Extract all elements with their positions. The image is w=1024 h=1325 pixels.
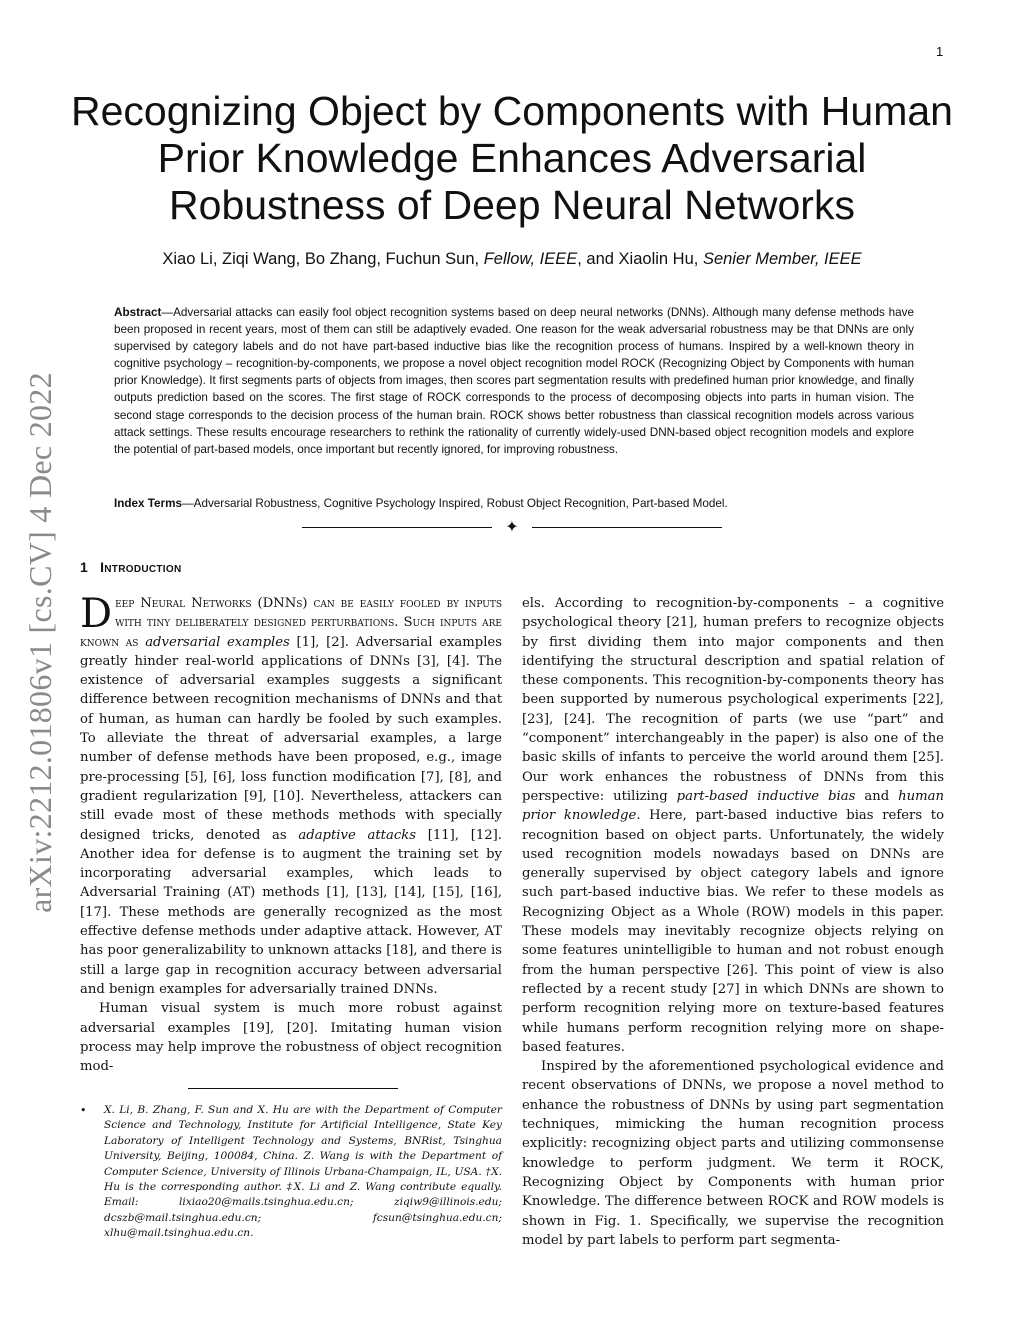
right-column [522,594,944,1250]
emphasis-text: adversarial examples [145,634,290,650]
abstract-label: Abstract [114,306,162,319]
paragraph [80,591,502,999]
index-terms-text: —Adversarial Robustness, Cognitive Psychology Inspired, Robust Object Recognition, Part-based Model. [181,497,728,510]
paragraph [522,594,944,1057]
page-number: 1 [936,44,944,59]
paragraph-text: and [855,788,899,804]
paragraph-text: [11], [12]. Another idea for defense is to augment the training set by incorporating adversarial examples, which leads to Adversarial Training (AT) methods [1], [13], [14], [15], [16], [17]. These methods are generally recognized as the most effective defense methods under adaptive attack. However, AT has poor generalizability to unknown attacks [18], and there is still a large gap in recognition accuracy between adversarial and benign examples for adversarially trained DNNs. [80,827,502,997]
author-names-2: , and Xiaolin Hu, [577,250,699,268]
divider-rule-right [532,527,722,528]
author-line [60,250,964,269]
footnote-rule [188,1088,398,1089]
section-number: 1 [80,559,89,575]
paragraph: Human visual system is much more robust against adversarial examples [19], [20]. Imitating human vision process may help improve the robustness of object recognition mod- [80,1001,502,1075]
emphasis-text: part-based inductive bias [676,788,856,804]
emphasis-text: adaptive attacks [298,827,416,843]
paragraph: Inspired by the aforementioned psychological evidence and recent observations of DNNs, we propose a novel method to enhance the robustness of DNNs by using part segmentation techniques, mimicking the human recognition process explicitly: recognizing object parts and utilizing commonsense knowledge to perform judgment. We term it ROCK, Recognizing Object by Components with human prior Knowledge. The difference between ROCK and ROW models is shown in Fig. 1. Specifically, we supervise the recognition model by part labels to perform part segmenta- [522,1059,944,1248]
author-names: Xiao Li, Ziqi Wang, Bo Zhang, Fuchun Sun, [162,250,480,268]
arxiv-stamp-text: arXiv:2212.01806v1 [cs.CV] 4 Dec 2022 [21,372,58,913]
section-divider [302,518,722,538]
drop-cap: D [80,591,113,637]
paragraph-text: eep Neural Networks (DNNs) can be easily fooled by inputs with tiny deliberately designed perturbations. Such inputs are known as [80,596,502,650]
emphasis-text: human prior knowledge [522,788,944,824]
abstract [114,304,914,458]
paragraph-text: [1], [2]. Adversarial examples greatly hinder real-world applications of DNNs [3], [4]. The existence of adversarial examples suggests a significant difference between recognition mechanisms of DNNs and that of human, as human can hardly be fooled by such examples. To alleviate the threat of adversarial examples, a large number of defense methods have been proposed, e.g., image pre-processing [5], [6], loss function modification [7], [8], and gradient regularization [9], [10]. Nevertheless, attackers can still evade most of these methods methods with specially designed tricks, denoted as [80,634,502,843]
index-terms-label: Index Terms [114,497,182,510]
divider-rule-left [302,527,492,528]
paragraph-text: . Here, part-based inductive bias refers to recognition based on object parts. Unfortunately, the widely used recognition models nowadays based on DNNs are generally supervised by object category labels and ignore such part-based inductive bias. We refer to these models as Recognizing Object as a Whole (ROW) models in this paper. These models may inevitably recognize objects relying on some features unintelligible to human and not robust enough from the human perspective [26]. This point of view is also reflected by a recent study [27] in which DNNs are shown to perform recognition relying more on texture-based features while humans perform recognition relying more on shape-based features. [522,808,945,1055]
footnote [80,1103,502,1242]
footnote-text: X. Li, B. Zhang, F. Sun and X. Hu are with the Department of Computer Science and Technology, Institute for Artificial Intelligence, State Key Laboratory of Intelligent Technology and Systems, BNRist, Tsinghua University, Beijing, 100084, China. Z. Wang is with the Department of Computer Science, University of Illinois Urbana-Champaign, IL, USA. †X. Hu is the corresponding author. ‡X. Li and Z. Wang contribute equally. Email: lixiao20@mails.tsinghua.edu.cn; ziqiw9@illinois.edu; dcszb@mail.tsinghua.edu.cn; fcsun@tsinghua.edu.cn; xlhu@mail.tsinghua.edu.cn. [104,1104,502,1240]
section-title: Introduction [100,559,182,575]
bullet-icon: • [80,1104,87,1117]
author-role-1: Fellow, IEEE [483,250,578,268]
author-role-2: Senier Member, IEEE [702,250,862,268]
arxiv-stamp [8,355,72,930]
paper-title: Recognizing Object by Components with Human Prior Knowledge Enhances Adversarial Robustness of Deep Neural Networks [71,88,953,228]
left-column [80,591,502,1076]
abstract-text: —Adversarial attacks can easily fool object recognition systems based on deep neural networks (DNNs). Although many defense methods have been proposed in recent years, most of them can still be adaptively evaded. One reason for the weak adversarial robustness may be that DNNs are only supervised by category labels and do not have part-based inductive bias like the recognition process of humans. Inspired by a well-known theory in cognitive psychology – recognition-by-components, we propose a novel object recognition model ROCK (Recognizing Object by Components with human prior Knowledge). It first segments parts of objects from images, then scores part segmentation results with predefined human prior knowledge, and finally outputs prediction based on the scores. The first stage of ROCK corresponds to the process of decomposing objects into parts in human vision. The second stage corresponds to the decision process of the human brain. ROCK shows better robustness than classical recognition models across various attack settings. These results encourage researchers to rethink the rationality of currently widely-used DNN-based object recognition models and explore the potential of part-based models, once important but recently ignored, for improving robustness. [114,306,914,456]
section-heading [80,559,181,575]
diamond-icon: ✦ [505,519,519,536]
index-terms [114,495,914,512]
paragraph-text: els. According to recognition-by-components – a cognitive psychological theory [21], human prefers to recognize objects by first dividing them into major components and then identifying the structural description and spatial relation of these components. This recognition-by-components theory has been supported by numerous psychological experiments [22], [23], [24]. The recognition of parts (we use “part” and “component” interchangeably in the paper) is also one of the basic skills of infants to perceive the world around them [25]. Our work enhances the robustness of DNNs from this perspective: utilizing [522,596,944,804]
